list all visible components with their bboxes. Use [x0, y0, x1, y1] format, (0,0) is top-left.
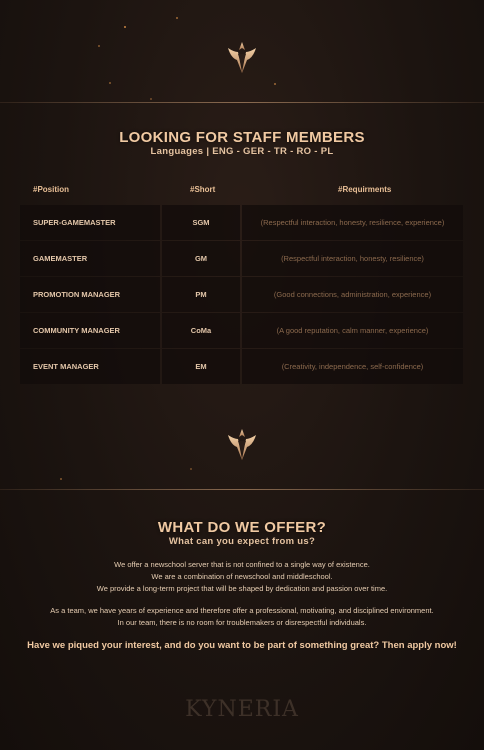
offer-line: We are a combination of newschool and middleschool. — [151, 572, 333, 581]
offer-line: We provide a long-term project that will be shaped by dedication and passion over time. — [96, 584, 388, 593]
column-header-position: #Position — [33, 185, 70, 194]
page-title: LOOKING FOR STAFF MEMBERS — [119, 129, 365, 146]
requirements-cell: (Good connections, administration, experience) — [242, 277, 463, 312]
requirements-cell: (Respectful interaction, honesty, resilience, experience) — [242, 205, 463, 240]
table-row — [20, 241, 463, 276]
requirements-cell: (A good reputation, calm manner, experience) — [242, 313, 463, 348]
offer-title: WHAT DO WE OFFER? — [157, 519, 327, 536]
kyneria-logo: KYNERIA — [185, 697, 299, 722]
position-cell: GAMEMASTER — [20, 241, 160, 276]
offer-line: We offer a newschool server that is not confined to a single way of existence. — [114, 560, 370, 569]
requirements-cell: (Creativity, independence, self-confidence) — [242, 349, 463, 384]
apply-call-to-action: Have we piqued your interest, and do you want to be part of something great? Then apply now! — [27, 640, 457, 651]
crest-emblem-icon — [225, 40, 259, 74]
middle-divider — [0, 489, 484, 490]
ember-spark — [190, 468, 192, 470]
column-header-requirements: #Requirments — [338, 185, 392, 194]
ember-spark — [98, 45, 100, 47]
ember-spark — [60, 478, 62, 480]
short-cell: CoMa — [162, 313, 240, 348]
team-line: As a team, we have years of experience and therefore offer a professional, motivating, and disciplined environment. — [50, 606, 434, 615]
team-line: In our team, there is no room for troublemakers or disrespectful individuals. — [117, 618, 367, 627]
short-cell: GM — [162, 241, 240, 276]
short-cell: SGM — [162, 205, 240, 240]
team-paragraph — [0, 605, 484, 629]
table-row — [20, 349, 463, 384]
crest-emblem-icon — [225, 427, 259, 461]
requirements-cell: (Respectful interaction, honesty, resilience) — [242, 241, 463, 276]
ember-spark — [109, 82, 111, 84]
ember-spark — [150, 98, 152, 100]
top-divider — [0, 102, 484, 103]
ember-spark — [176, 17, 178, 19]
position-cell: PROMOTION MANAGER — [20, 277, 160, 312]
table-row — [20, 277, 463, 312]
ember-spark — [124, 26, 126, 28]
position-cell: EVENT MANAGER — [20, 349, 160, 384]
position-cell: SUPER-GAMEMASTER — [20, 205, 160, 240]
ember-spark — [274, 83, 276, 85]
table-row — [20, 205, 463, 240]
column-header-short: #Short — [190, 185, 216, 194]
offer-paragraph — [0, 559, 484, 595]
offer-subtitle: What can you expect from us? — [168, 536, 316, 547]
languages-subtitle: Languages | ENG - GER - TR - RO - PL — [150, 146, 334, 157]
short-cell: EM — [162, 349, 240, 384]
position-cell: COMMUNITY MANAGER — [20, 313, 160, 348]
table-row — [20, 313, 463, 348]
short-cell: PM — [162, 277, 240, 312]
